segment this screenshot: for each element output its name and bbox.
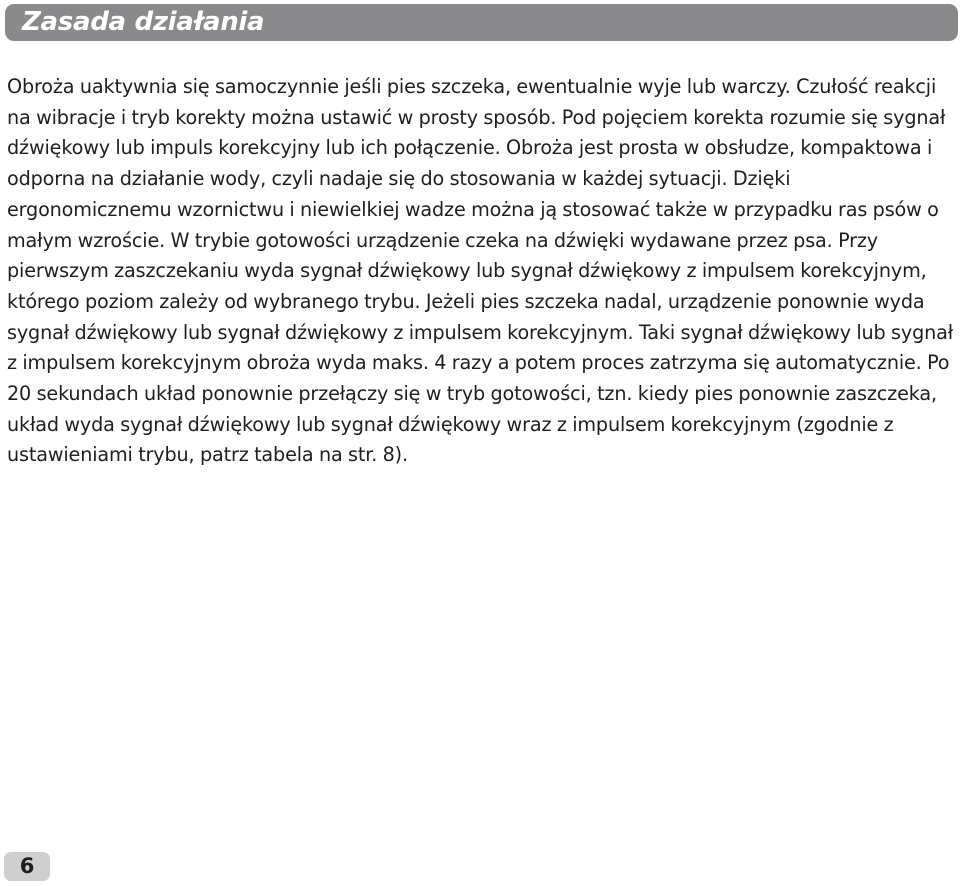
body-paragraph: Obroża uaktywnia się samoczynnie jeśli pies szczeka, ewentualnie wyje lub warczy. Czułość reakcji na wibracje i tryb korekty można ustawić w prosty sposób. Pod pojęciem korekta rozumie się sygnał dźwiękowy lub impuls korekcyjny lub ich połączenie. Obroża jest prosta w obsłudze, kompaktowa i odporna na działanie wody, czyli nadaje się do stosowania w każdej sytuacji. Dzięki ergonomicznemu wzornictwu i niewielkiej wadze można ją stosować także w przypadku ras psów o małym wzroście. W trybie gotowości urządzenie czeka na dźwięki wydawane przez psa. Przy pierwszym zaszczekaniu wyda sygnał dźwiękowy lub sygnał dźwiękowy z impulsem korekcyjnym, którego poziom zależy od wybranego trybu. Jeżeli pies szczeka nadal, urządzenie ponownie wyda sygnał dźwiękowy lub sygnał dźwiękowy z impulsem korekcyjnym. Taki sygnał dźwiękowy lub sygnał z impulsem korekcyjnym obroża wyda maks. 4 razy a potem proces zatrzyma się automatycznie. Po 20 sekundach układ ponownie przełączy się w tryb gotowości, tzn. kiedy pies ponownie zaszczeka, układ wyda sygnał dźwiękowy lub sygnał dźwiękowy wraz z impulsem korekcyjnym (zgodnie z ustawieniami trybu, patrz tabela na str. 8). (7, 75, 954, 467)
page-number: 6 (19, 854, 35, 878)
section-header-bar (5, 4, 958, 41)
page-number-badge (4, 852, 50, 881)
section-title: Zasada działania (22, 7, 265, 37)
